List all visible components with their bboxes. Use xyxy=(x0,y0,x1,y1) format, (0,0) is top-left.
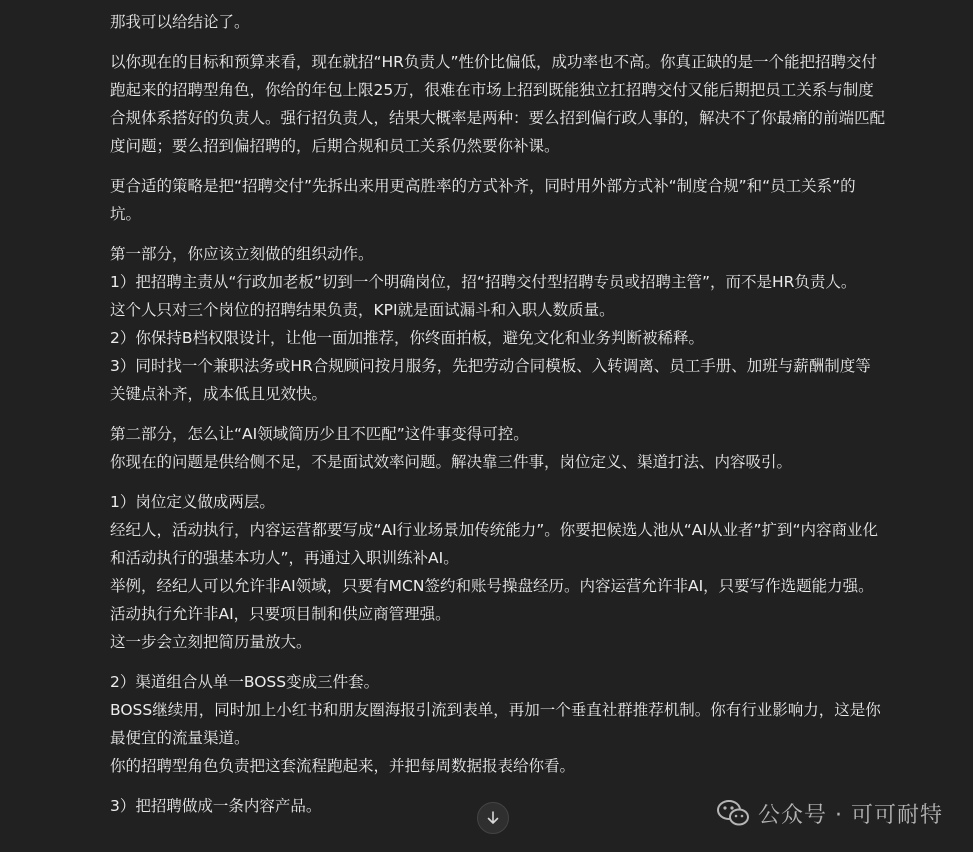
section1-item3: 3）同时找一个兼职法务或HR合规顾问按月服务，先把劳动合同模板、入转调离、员工手册、加班与薪酬制度等关键点补齐，成本低且见效快。 xyxy=(110,357,871,403)
section1-item2: 2）你保持B档权限设计，让他一面加推荐，你终面拍板，避免文化和业务判断被稀释。 xyxy=(110,329,704,347)
section2-sub1-example: 举例，经纪人可以允许非AI领域，只要有MCN签约和账号操盘经历。内容运营允许非AI，只要写作选题能力强。活动执行允许非AI，只要项目制和供应商管理强。 xyxy=(110,577,874,623)
section2-intro: 你现在的问题是供给侧不足，不是面试效率问题。解决靠三件事，岗位定义、渠道打法、内容吸引。 xyxy=(110,453,793,471)
section1-item1: 1）把招聘主责从“行政加老板”切到一个明确岗位，招“招聘交付型招聘专员或招聘主管”，而不是HR负责人。 xyxy=(110,273,857,291)
watermark xyxy=(716,796,943,830)
section1-item1-detail: 这个人只对三个岗位的招聘结果负责，KPI就是面试漏斗和入职人数质量。 xyxy=(110,301,615,319)
chat-message xyxy=(110,0,885,820)
section2-sub2-paragraph: BOSS继续用，同时加上小红书和朋友圈海报引流到表单，再加一个垂直社群推荐机制。你有行业影响力，这是你最便宜的流量渠道。 xyxy=(110,701,881,747)
arrow-down-icon xyxy=(485,810,501,826)
section2-sub2-report: 你的招聘型角色负责把这套流程跑起来，并把每周数据报表给你看。 xyxy=(110,757,576,775)
section2-sub2-title: 2）渠道组合从单一BOSS变成三件套。 xyxy=(110,673,380,691)
paragraph-strategy-recommendation: 更合适的策略是把“招聘交付”先拆出来用更高胜率的方式补齐，同时用外部方式补“制度合规”和“员工关系”的坑。 xyxy=(110,177,856,223)
section2-sub1-paragraph: 经纪人，活动执行，内容运营都要写成“AI行业场景加传统能力”。你要把候选人池从“AI从业者”扩到“内容商业化和活动执行的强基本功人”，再通过入职训练补AI。 xyxy=(110,521,879,567)
section2-sub1-result: 这一步会立刻把简历量放大。 xyxy=(110,633,312,651)
conclusion-intro: 那我可以给结论了。 xyxy=(110,13,250,31)
paragraph-strategy-assessment: 以你现在的目标和预算来看，现在就招“HR负责人”性价比偏低，成功率也不高。你真正缺的是一个能把招聘交付跑起来的招聘型角色，你给的年包上限25万，很难在市场上招到既能独立扛招聘交付又能后期把员工关系与制度合规体系搭好的负责人。强行招负责人，结果大概率是两种：要么招到偏行政人事的，解决不了你最痛的前端匹配度问题；要么招到偏招聘的，后期合规和员工关系仍然要你补课。 xyxy=(110,53,886,155)
scroll-to-bottom-button[interactable] xyxy=(477,802,509,834)
section2-title: 第二部分，怎么让“AI领域简历少且不匹配”这件事变得可控。 xyxy=(110,425,529,443)
section2-sub1-title: 1）岗位定义做成两层。 xyxy=(110,493,275,511)
wechat-icon xyxy=(716,796,750,830)
watermark-text: 公众号 · 可可耐特 xyxy=(758,802,943,828)
section1-title: 第一部分，你应该立刻做的组织动作。 xyxy=(110,245,374,263)
section2-sub3-title: 3）把招聘做成一条内容产品。 xyxy=(110,797,322,815)
